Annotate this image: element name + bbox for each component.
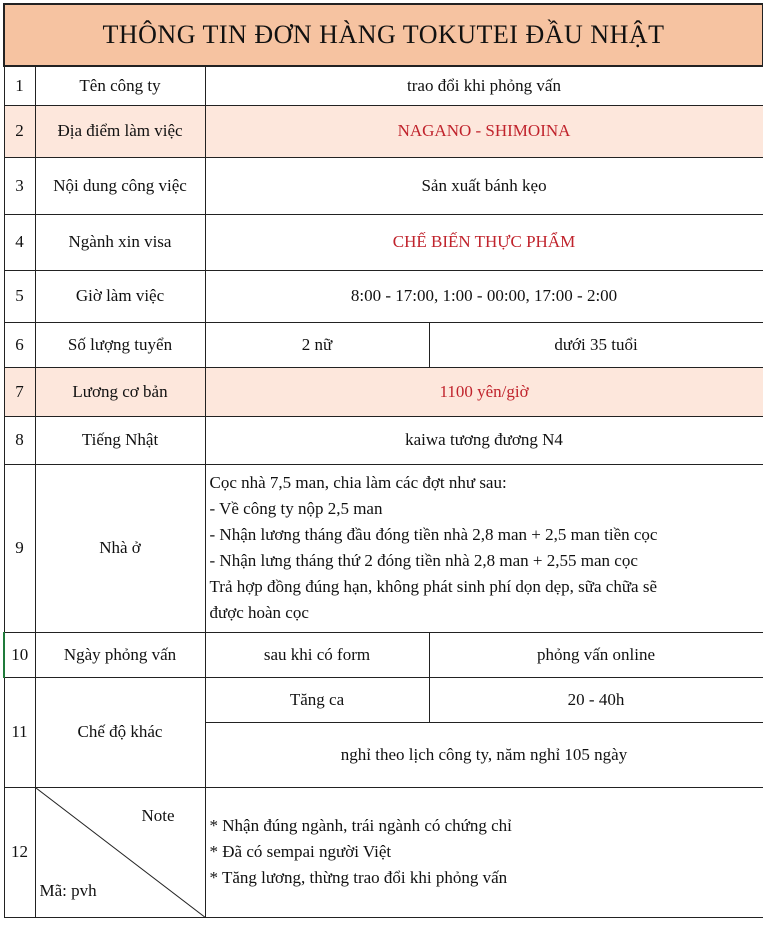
row-value: kaiwa tương đương N4	[205, 416, 763, 464]
row-value: 8:00 - 17:00, 1:00 - 00:00, 17:00 - 2:00	[205, 270, 763, 322]
row-value: trao đổi khi phỏng vấn	[205, 66, 763, 105]
row-label: Tên công ty	[35, 66, 205, 105]
row-value: 1100 yên/giờ	[205, 367, 763, 416]
row-number: 1	[4, 66, 35, 105]
note-line: * Nhận đúng ngành, trái ngành có chứng chỉ	[209, 816, 512, 835]
table-row	[4, 322, 763, 367]
row-label: Địa điểm làm việc	[35, 105, 205, 157]
row-number: 8	[4, 416, 35, 464]
table-row	[4, 66, 763, 105]
row-number: 11	[4, 677, 35, 787]
housing-line: Trả hợp đồng đúng hạn, không phát sinh phí dọn dẹp, sữa chữa sẽ	[209, 577, 657, 596]
row-label: Tiếng Nhật	[35, 416, 205, 464]
row-label: Chế độ khác	[35, 677, 205, 787]
table-row	[4, 157, 763, 214]
row-number: 10	[4, 632, 35, 677]
row-label: Ngày phỏng vấn	[35, 632, 205, 677]
row-label: Ngành xin visa	[35, 214, 205, 270]
table-row	[4, 367, 763, 416]
housing-line: được hoàn cọc	[209, 603, 309, 622]
row-value-b: dưới 35 tuổi	[429, 322, 763, 367]
table-row	[4, 214, 763, 270]
row-number: 7	[4, 367, 35, 416]
table-row	[4, 677, 763, 722]
row-value: NAGANO - SHIMOINA	[205, 105, 763, 157]
housing-line: - Nhận lương tháng đầu đóng tiền nhà 2,8 man + 2,5 man tiền cọc	[209, 525, 658, 544]
row-number: 12	[4, 787, 35, 917]
housing-line: - Về công ty nộp 2,5 man	[209, 499, 383, 518]
note-line: * Đã có sempai người Việt	[209, 842, 392, 861]
code-label: Mã: pvh	[39, 880, 97, 900]
row-label: Lương cơ bản	[35, 367, 205, 416]
row-value-a: sau khi có form	[205, 632, 429, 677]
housing-details	[205, 464, 763, 632]
row-value: Sản xuất bánh kẹo	[205, 157, 763, 214]
row-number: 4	[4, 214, 35, 270]
row-number: 3	[4, 157, 35, 214]
row-number: 5	[4, 270, 35, 322]
housing-line: - Nhận lưng tháng thứ 2 đóng tiền nhà 2,8 man + 2,55 man cọc	[209, 551, 638, 570]
row-value-c: nghỉ theo lịch công ty, năm nghỉ 105 ngày	[205, 722, 763, 787]
note-label: Note	[141, 805, 175, 825]
row-value-b: phỏng vấn online	[429, 632, 763, 677]
row-number: 9	[4, 464, 35, 632]
row-number: 6	[4, 322, 35, 367]
note-line: * Tăng lương, thừng trao đổi khi phỏng vấn	[209, 868, 508, 887]
note-cell	[35, 787, 205, 917]
row-label: Nội dung công việc	[35, 157, 205, 214]
table-row	[4, 787, 763, 917]
row-number: 2	[4, 105, 35, 157]
row-value-a: Tăng ca	[205, 677, 429, 722]
row-value-a: 2 nữ	[205, 322, 429, 367]
row-label: Số lượng tuyển	[35, 322, 205, 367]
row-label: Nhà ở	[35, 464, 205, 632]
table-row	[4, 270, 763, 322]
page-title: THÔNG TIN ĐƠN HÀNG TOKUTEI ĐẦU NHẬT	[4, 4, 763, 66]
table-row	[4, 105, 763, 157]
row-value-b: 20 - 40h	[429, 677, 763, 722]
row-label: Giờ làm việc	[35, 270, 205, 322]
table-row	[4, 464, 763, 632]
notes-list	[205, 787, 763, 917]
table-row	[4, 632, 763, 677]
row-value: CHẾ BIẾN THỰC PHẨM	[205, 214, 763, 270]
job-order-table	[3, 3, 763, 918]
table-row	[4, 416, 763, 464]
housing-line: Cọc nhà 7,5 man, chia làm các đợt như sau:	[209, 473, 507, 492]
